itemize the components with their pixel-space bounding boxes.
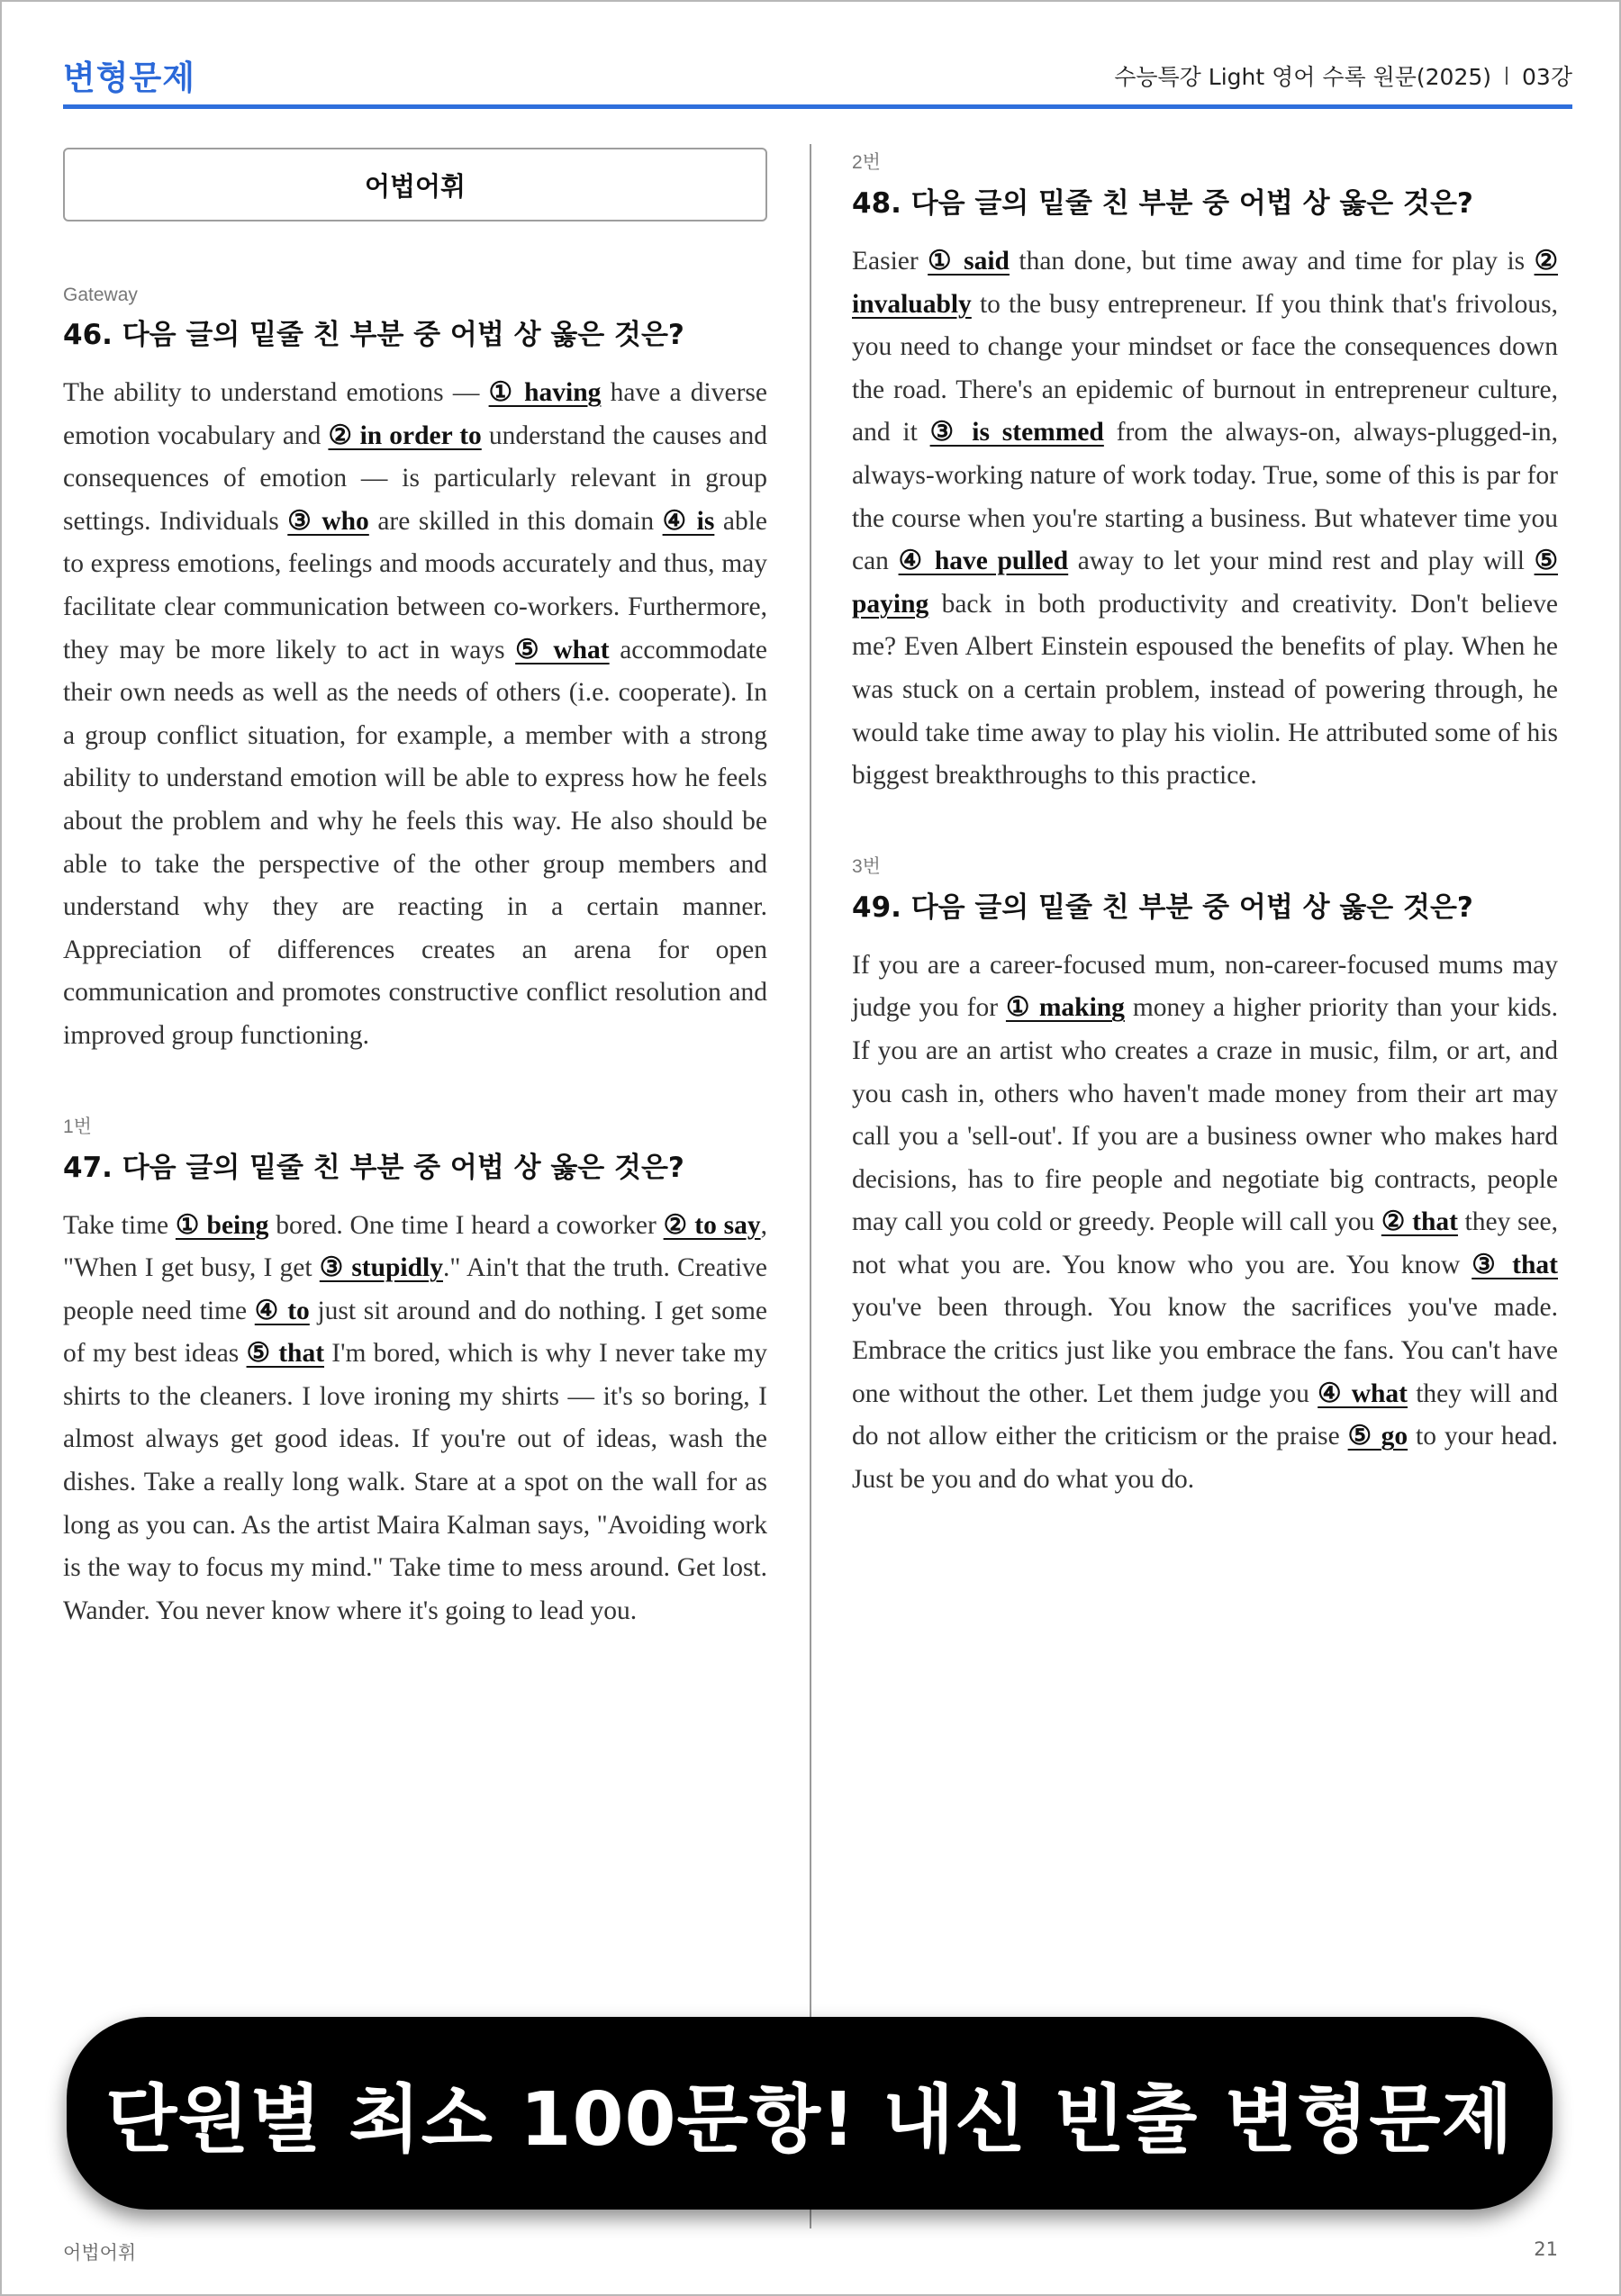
question-tag: 2번 [852, 152, 881, 173]
passage-text: If you are a career-focused mum, non-career-focused mums may judge you for [852, 950, 1558, 1023]
passage-text: just sit around and do nothing. I get some of my best ideas [63, 1296, 767, 1369]
underlined-choice: ⑤ paying [852, 547, 1559, 619]
underlined-choice: ③ that [1472, 1250, 1558, 1279]
passage-text: The ability to understand emotions — [63, 378, 489, 407]
passage-text: than done, but time away and time for play is [1009, 247, 1535, 276]
underlined-choice: ① said [928, 247, 1010, 276]
passage-text: away to let your mind rest and play will [1068, 547, 1535, 576]
underlined-choice: ③ stupidly [319, 1253, 443, 1283]
book-title: 수능특강 Light 영어 수록 원문(2025) [1114, 64, 1492, 90]
passage-text: you've been through. You know the sacrifices you've made. Embrace the critics just like you embrace the fans. You can't have one without the other. Let them judge you [852, 1293, 1558, 1408]
question-48 [852, 148, 1558, 798]
passage-text: they see, not what you are. You know who you are. You know [852, 1207, 1558, 1279]
underlined-choice: ⑤ that [246, 1339, 325, 1369]
passage-text: they will and do not allow either the criticism or the praise [852, 1379, 1558, 1451]
underlined-choice: ④ what [1318, 1379, 1408, 1408]
underlined-choice: ⑤ go [1347, 1422, 1408, 1451]
right-column [852, 142, 1558, 1501]
passage-text: accommodate their own needs as well as the needs of others (i.e. cooperate). In a group conflict situation, for example, a member with a strong ability to understand emotion will be able to express how he feels about the problem and why he feels this way. He also should be able to take the perspective of the other group members and understand why they are reacting in a certain manner. Appreciation of differences creates an arena for open communication and promotes constructive conflict resolution and improved group functioning. [63, 635, 768, 1050]
passage-text: are skilled in this domain [368, 506, 663, 536]
passage-text: bored. One time I heard a coworker [268, 1210, 664, 1240]
passage-text: ." Ain't that the truth. Creative people need time [63, 1253, 767, 1325]
question-title: 47. 다음 글의 밑줄 친 부분 중 어법 상 옳은 것은? [63, 1151, 684, 1184]
question-46 [63, 285, 767, 1058]
passage [63, 372, 767, 1058]
footer-section-label: 어법어휘 [63, 2242, 137, 2264]
question-49 [852, 852, 1558, 1502]
brand-title: 변형문제 [63, 59, 195, 97]
passage-text: to your head. Just be you and do what you do. [852, 1422, 1558, 1494]
passage-text: have a diverse emotion vocabulary and [63, 378, 767, 450]
passage-text: from the always-on, always-plugged-in, always-working nature of work today. True, some of this is par for the course when you're starting a business. But whatever time you can [852, 418, 1558, 576]
underlined-choice: ② in order to [328, 420, 482, 450]
passage-text: able to express emotions, feelings and moods accurately and thus, may facilitate clear communication between co-workers. Furthermore, they may be more likely to act in ways [63, 506, 767, 664]
passage-text: to the busy entrepreneur. If you think that's frivolous, you need to change your mindset or face the consequences down the road. There's an epidemic of burnout in entrepreneur culture, and it [852, 289, 1558, 447]
underlined-choice: ③ who [287, 506, 369, 536]
passage [63, 1205, 767, 1633]
passage-text: back in both productivity and creativity. Don't believe me? Even Albert Einstein espoused the benefits of play. When he was stuck on a certain problem, instead of powering through, he would take time away to play his violin. He attributed some of his biggest breakthroughs to this practice. [852, 589, 1558, 791]
passage-text: understand the causes and consequences of emotion — is particularly relevant in group settings. Individuals [63, 420, 768, 536]
underlined-choice: ① having [488, 378, 602, 407]
left-column [63, 142, 767, 1632]
passage-text: Easier [852, 247, 928, 276]
header-separator [1506, 67, 1508, 85]
question-tag: Gateway [63, 285, 138, 305]
question-title: 46. 다음 글의 밑줄 친 부분 중 어법 상 옳은 것은? [63, 319, 684, 351]
passage-text: Take time [63, 1210, 176, 1240]
page-number: 21 [1534, 2238, 1558, 2260]
underlined-choice: ③ is stemmed [929, 418, 1104, 447]
underlined-choice: ④ is [662, 506, 715, 536]
underlined-choice: ① being [175, 1210, 269, 1240]
underlined-choice: ⑤ what [515, 635, 610, 664]
underlined-choice: ④ to [254, 1296, 310, 1325]
question-tag: 1번 [63, 1116, 92, 1137]
passage-text: , "When I get busy, I get [63, 1210, 767, 1283]
promo-banner: 단원별 최소 100문항! 내신 빈출 변형문제 [67, 2017, 1553, 2210]
passage [852, 240, 1558, 798]
question-title: 49. 다음 글의 밑줄 친 부분 중 어법 상 옳은 것은? [852, 890, 1473, 924]
page-header [63, 47, 1572, 109]
chapter-label: 03강 [1522, 64, 1572, 90]
underlined-choice: ② to say [663, 1210, 761, 1240]
underlined-choice: ② invaluably [852, 247, 1559, 319]
question-47 [63, 1112, 767, 1633]
passage [852, 945, 1558, 1502]
underlined-choice: ② that [1381, 1207, 1458, 1237]
question-title: 48. 다음 글의 밑줄 친 부분 중 어법 상 옳은 것은? [852, 187, 1473, 220]
passage-text: I'm bored, which is why I never take my shirts to the cleaners. I love ironing my shirts — it's so boring, I almost always get good ideas. If you're out of ideas, wash the dishes. Take a really long walk. Stare at a spot on the wall for as long as you can. As the artist Maira Kalman says, "Avoiding work is the way to focus my mind." Take time to mess around. Get lost. Wander. You never know where it's going to lead you. [63, 1339, 767, 1625]
question-tag: 3번 [852, 855, 881, 877]
underlined-choice: ④ have pulled [898, 547, 1069, 576]
header-meta [1114, 59, 1572, 92]
underlined-choice: ① making [1005, 993, 1125, 1023]
section-title-box: 어법어휘 [63, 148, 767, 221]
column-divider [810, 144, 811, 2228]
passage-text: money a higher priority than your kids. If you are an artist who creates a craze in music, film, or art, and you cash in, others who haven't made money from their art may call you a 'sell-out'. If you are a business owner who makes hard decisions, has to fire people and negotiate big contracts, people may call you cold or greedy. People will call you [852, 993, 1559, 1237]
